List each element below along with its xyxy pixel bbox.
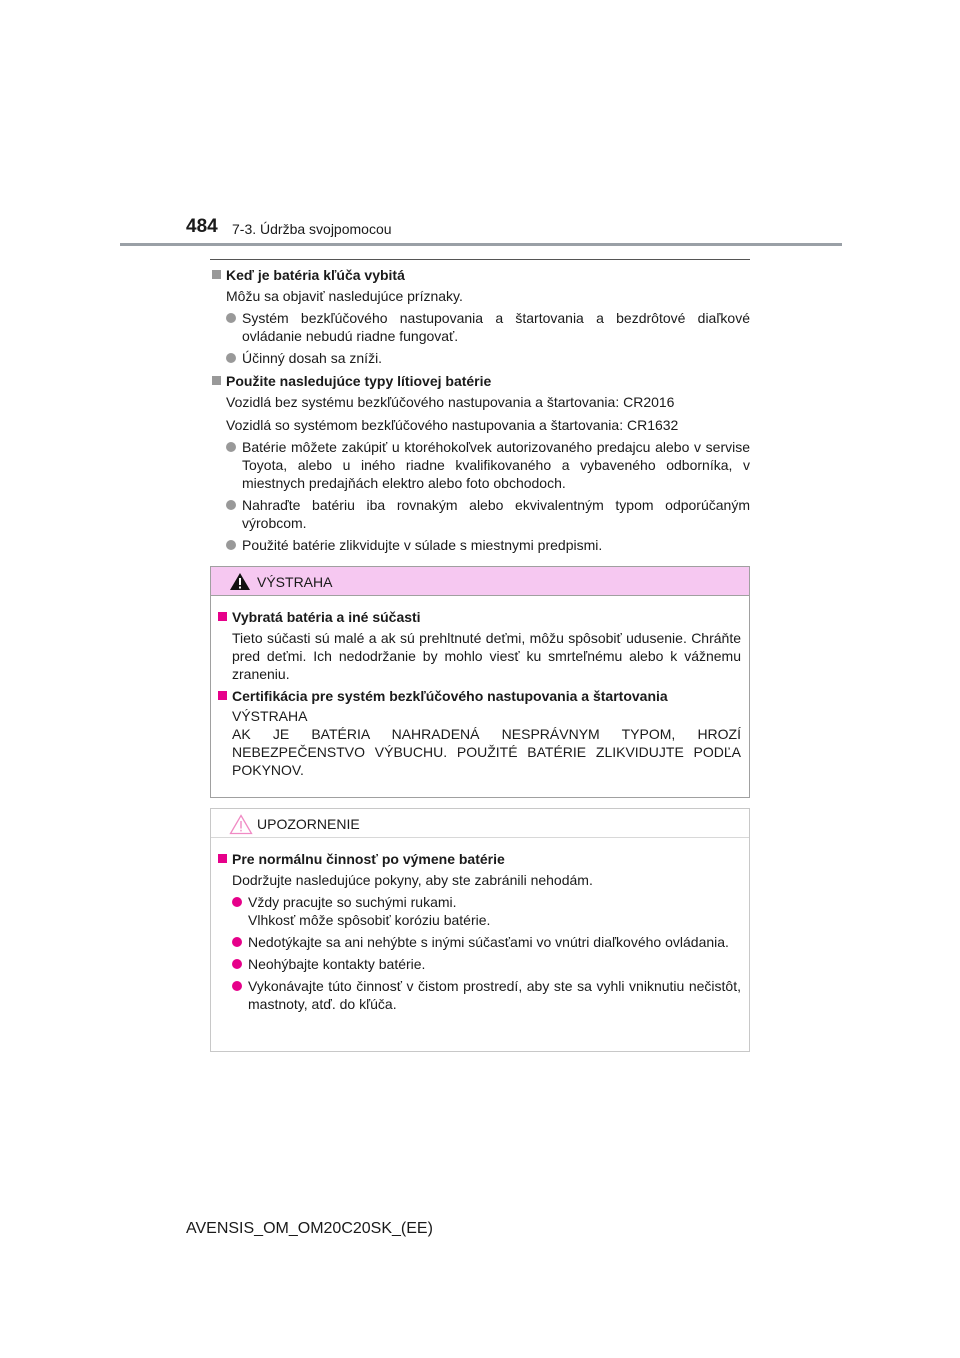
warning-header: [211, 567, 749, 596]
list-item-text: Batérie môžete zakúpiť u ktoréhokoľvek autorizovaného predajcu alebo v servise Toyota, alebo u iného riadne kvalifikovaného a vybaveného odborníka, v miestnych predajňách elektro alebo foto obchodoch.: [242, 439, 750, 491]
section-heading: [216, 608, 741, 626]
section-heading-text: Pre normálnu činnosť po výmene batérie: [232, 851, 505, 867]
warning-box: [210, 566, 750, 798]
circle-bullet-icon: [226, 353, 236, 363]
list-item-text: Nahraďte batériu iba rovnakým alebo ekvivalentným typom odporúčaným výrobcom.: [242, 497, 750, 531]
warning-triangle-icon: [229, 572, 251, 591]
caution-triangle-icon: [229, 814, 253, 835]
list-item: [210, 536, 750, 554]
warning-title: VÝSTRAHA: [257, 574, 333, 590]
header-rule: [120, 243, 842, 246]
warning-body: [211, 596, 749, 793]
list-item: [216, 893, 741, 929]
circle-bullet-icon: [226, 313, 236, 323]
caution-box: [210, 808, 750, 1052]
section-heading-text: Vybratá batéria a iné súčasti: [232, 609, 421, 625]
circle-bullet-icon: [232, 897, 242, 907]
paragraph: Tieto súčasti sú malé a ak sú prehltnuté deťmi, môžu spôsobiť udusenie. Chráňte pred deťmi. Ich nedodržanie by mohlo viesť ku smrteľnému alebo k vážnemu zraneniu.: [232, 630, 741, 682]
circle-bullet-icon: [232, 937, 242, 947]
list-item-text: Neohýbajte kontakty batérie.: [248, 956, 426, 972]
square-bullet-icon: [212, 270, 221, 279]
paragraph: Môžu sa objaviť nasledujúce príznaky.: [226, 288, 463, 304]
section-heading: [216, 687, 741, 705]
square-bullet-icon: [218, 854, 227, 863]
square-bullet-icon: [218, 612, 227, 621]
caution-header: [211, 809, 749, 838]
list-item: [210, 438, 750, 492]
circle-bullet-icon: [226, 442, 236, 452]
page-number: 484: [186, 216, 218, 237]
square-bullet-icon: [212, 376, 221, 385]
section-heading-text: Keď je batéria kľúča vybitá: [226, 267, 405, 283]
paragraph: Vozidlá so systémom bezkľúčového nastupovania a štartovania: CR1632: [226, 417, 679, 433]
list-item-text: Vlhkosť môže spôsobiť koróziu batérie.: [248, 912, 491, 928]
list-item-text: Účinný dosah sa zníži.: [242, 350, 383, 366]
footer-code: AVENSIS_OM_OM20C20SK_(EE): [186, 1220, 433, 1237]
paragraph: Vozidlá bez systému bezkľúčového nastupovania a štartovania: CR2016: [226, 394, 675, 410]
list-item: [216, 955, 741, 973]
list-item: [216, 977, 741, 1013]
list-item-text: Použité batérie zlikvidujte v súlade s miestnymi predpismi.: [242, 537, 603, 553]
section-heading: [210, 372, 750, 390]
paragraph: VÝSTRAHA: [232, 708, 308, 724]
caution-body: [211, 838, 749, 1027]
circle-bullet-icon: [226, 540, 236, 550]
list-item: [216, 933, 741, 951]
section-heading-text: Použite nasledujúce typy lítiovej batérie: [226, 373, 492, 389]
caution-title: UPOZORNENIE: [257, 816, 360, 832]
main-content: [210, 266, 750, 554]
paragraph: AK JE BATÉRIA NAHRADENÁ NESPRÁVNYM TYPOM, HROZÍ NEBEZPEČENSTVO VÝBUCHU. POUŽITÉ BATÉRIE ZLIKVIDUJTE PODĽA POKYNOV.: [232, 726, 741, 778]
list-item-text: Vykonávajte túto činnosť v čistom prostredí, aby ste sa vyhli vniknutiu nečistôt, mastnoty, atď. do kľúča.: [248, 978, 741, 1012]
list-item: [210, 349, 750, 367]
list-item: [210, 496, 750, 532]
section-heading: [216, 850, 741, 868]
section-title: 7-3. Údržba svojpomocou: [232, 221, 392, 237]
circle-bullet-icon: [226, 500, 236, 510]
section-heading-text: Certifikácia pre systém bezkľúčového nastupovania a štartovania: [232, 688, 668, 704]
list-item-text: Systém bezkľúčového nastupovania a štartovania a bezdrôtové diaľkové ovládanie nebudú riadne fungovať.: [242, 310, 750, 344]
section-heading: [210, 266, 750, 284]
paragraph: Dodržujte nasledujúce pokyny, aby ste zabránili nehodám.: [232, 872, 593, 888]
list-item: [210, 309, 750, 345]
content-rule: [210, 259, 750, 260]
square-bullet-icon: [218, 691, 227, 700]
circle-bullet-icon: [232, 959, 242, 969]
list-item-text: Nedotýkajte sa ani nehýbte s inými súčasťami vo vnútri diaľkového ovládania.: [248, 934, 729, 950]
list-item-text: Vždy pracujte so suchými rukami.: [248, 894, 457, 910]
circle-bullet-icon: [232, 981, 242, 991]
